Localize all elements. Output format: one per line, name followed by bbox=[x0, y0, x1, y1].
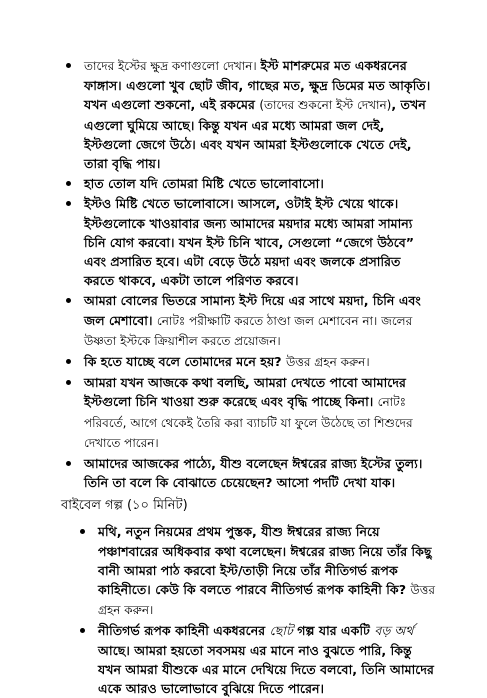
list-item-text: নোটঃ পরীক্ষাটি করতে ঠাণ্ডা জল মেশাবেন না। জলের উষ্ণতা ইস্টকে ক্রিয়াশীল করতে প্রয়োজন। bbox=[84, 313, 413, 348]
list-item bbox=[58, 194, 435, 290]
list-item-text: আমরা বোলের ভিতরে সামান্য ইস্ট দিয়ে এর সাথে ময়দা, চিনি এবং জল মেশাবো। bbox=[84, 293, 421, 328]
list-item-text: আমাদের আজকের পাঠ্যে, যীশু বলেছেন ঈশ্বরের রাজ্য ইস্টের তুল্য। তিনি তা বলে কি বোঝাতে চেয়েছেন? আসো পদটি দেখা যাক। bbox=[84, 456, 423, 491]
list-item bbox=[72, 621, 435, 698]
list-item bbox=[58, 454, 435, 492]
list-item bbox=[58, 373, 435, 453]
section-heading: বাইবেল গল্প (১০ মিনিট) bbox=[61, 498, 188, 514]
list-item-text: আমরা যখন আজকে কথা বলছি, আমরা দেখতে পাবো আমাদের ইস্টগুলো চিনি খাওয়া শুরু করেছে এবং বৃদ্ধি পাচ্ছে কিনা। bbox=[84, 375, 406, 410]
list-item-text: বড় অর্থ bbox=[374, 623, 414, 639]
list-item-text: কি হতে যাচ্ছে বলে তোমাদের মনে হয়? bbox=[84, 354, 286, 370]
list-item-text: তাদের ইস্টের ক্ষুদ্র কণাগুলো দেখান। bbox=[84, 59, 261, 73]
list-item-text: নীতিগর্ভ রূপক কাহিনী একধরনের bbox=[98, 623, 270, 639]
list-item-text: (তাদের শুকনো ইস্ট দেখান) bbox=[259, 98, 392, 113]
list-item-text: মথি, নতুন নিয়মের প্রথম পুস্তক, যীশু ঈশ্বরের রাজ্য নিয়ে পঞ্চাশবারের অধিকবার কথা বলেছেন। ঈশ্বরের রাজ্য নিয়ে তাঁর কিছু বানী আমরা পাঠ করবো ইস্ট/তাড়ী নিয়ে তাঁর নীতিগর্ভ রূপক কাহিনীতে। কেউ কি বলতে পারবে নীতিগর্ভ রূপক কাহিনী কি? bbox=[98, 524, 432, 598]
list-item-text: , তখন এগুলো ঘুমিয়ে আছে। কিন্তু যখন এর মধ্যে আমরা জল দেই, ইস্টগুলো জেগে উঠে। এবং যখন আমরা ইস্টগুলোকে খেতে দেই, তারা বৃদ্ধি পায়। bbox=[84, 97, 426, 172]
list-item bbox=[72, 522, 435, 620]
bible-story-bullet-list bbox=[72, 522, 435, 698]
list-item bbox=[58, 174, 435, 193]
list-item-text: হাত তোল যদি তোমরা মিষ্টি খেতে ভালোবাসো। bbox=[84, 176, 324, 192]
list-item-text: গল্প যার একটি bbox=[292, 623, 375, 639]
list-item-text: আছে। আমরা হয়তো সবসময় এর মানে নাও বুঝতে পারি, কিন্তু যখন আমরা যীশুকে এর মানে দেখিয়ে দিতে বলবো, তিনি আমাদের একে আরও ভালোভাবে বুঝিয়ে দিতে পারেন। bbox=[98, 642, 434, 697]
list-item bbox=[58, 352, 435, 372]
list-item bbox=[58, 56, 435, 173]
list-item-text: উত্তর গ্রহন করুন। bbox=[98, 583, 435, 618]
list-item-text: ইস্ট মাশরুমের মত একধরনের ফাঙ্গাস। এগুলো খুব ছোট জীব, গাছের মত, ক্ষুদ্র ডিমের মত আকৃতি। যখন এগুলো শুকনো, এই রকমের bbox=[84, 58, 431, 113]
list-item bbox=[58, 291, 435, 351]
list-item-text: নোটঃ পরিবর্তে, আগে থেকেই তৈরি করা ব্যাচটি যা ফুলে উঠেছে তা শিশুদের দেখাতে পারেন। bbox=[84, 395, 413, 450]
list-item-text: ছোট bbox=[269, 623, 293, 639]
lesson-bullet-list bbox=[58, 56, 435, 492]
list-item-text: ইস্টও মিষ্টি খেতে ভালোবাসে। আসলে, ওটাই ইস্ট খেয়ে থাকে। ইস্টগুলোকে খাওয়াবার জন্য আমাদের ময়দার মধ্যে আমরা সামান্য চিনি যোগ করবো। যখন ইস্ট চিনি খাবে, সেগুলো “জেগে উঠবে” এবং প্রসারিত হবে। এটা বেড়ে উঠে ময়দা এবং জলকে প্রসারিত করতে থাকবে, একটা তালে পরিণত করবে। bbox=[84, 196, 415, 289]
list-item-text: উত্তর গ্রহন করুন। bbox=[285, 355, 370, 370]
